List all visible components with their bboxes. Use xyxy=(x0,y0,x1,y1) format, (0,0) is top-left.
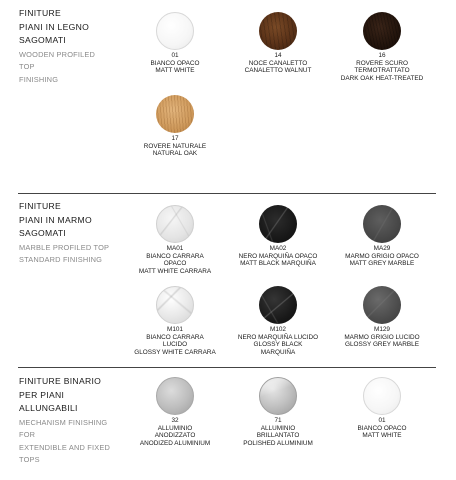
swatch-circle xyxy=(363,205,401,243)
title-it-line: ALLUNGABILI xyxy=(19,403,78,413)
swatch-label-line: BIANCO CARRARA xyxy=(146,252,204,260)
title-it-line: PER PIANI xyxy=(19,389,65,400)
title-it-line: PIANI IN LEGNO xyxy=(19,21,90,32)
title-it-line: FINITURE BINARIO xyxy=(19,376,102,386)
swatch-code: 32 xyxy=(171,417,179,424)
swatch-label-line: CANALETTO WALNUT xyxy=(244,67,312,75)
swatch-circle xyxy=(259,205,297,243)
swatch-circle xyxy=(156,95,194,133)
swatch-circle xyxy=(259,12,297,50)
title-en-line: WOODEN PROFILED xyxy=(19,49,96,59)
swatch-wood-17 xyxy=(113,95,237,158)
swatch-label-line: MATT WHITE CARRARA xyxy=(138,267,212,275)
swatch-label-line: ROVERE NATURALE xyxy=(143,142,207,150)
title-en-line: MECHANISM FINISHING xyxy=(19,417,108,427)
swatch-code: M101 xyxy=(167,326,183,333)
swatch-code: MA01 xyxy=(166,245,184,252)
swatch-label-line: OPACO xyxy=(163,260,187,268)
swatch-label-line: NOCE CANALETTO xyxy=(248,59,308,67)
swatch-marble-m129 xyxy=(320,286,444,349)
swatch-mechanism-01 xyxy=(320,377,444,440)
swatch-circle xyxy=(259,377,297,415)
section-divider xyxy=(18,367,436,368)
swatch-label-line: LUCIDO xyxy=(162,341,188,349)
swatch-wood-16 xyxy=(320,12,444,82)
title-it-line: SAGOMATI xyxy=(19,228,67,238)
swatch-label-line: BRILLANTATO xyxy=(256,432,300,440)
swatch-circle xyxy=(363,12,401,50)
swatch-label-line: ANODIZED ALUMINIUM xyxy=(139,439,211,447)
swatch-label-line: BIANCO CARRARA xyxy=(146,333,204,341)
swatch-code: M129 xyxy=(374,326,390,333)
swatch-code: MA02 xyxy=(269,245,287,252)
swatch-label-line: NATURAL OAK xyxy=(152,150,198,158)
swatch-circle xyxy=(156,377,194,415)
swatch-code: 01 xyxy=(378,417,386,424)
swatch-label-line: GLOSSY GREY MARBLE xyxy=(345,341,419,349)
swatch-circle xyxy=(156,205,194,243)
title-en-line: EXTENDIBLE AND FIXED xyxy=(19,442,111,452)
swatch-label-line: MATT BLACK MARQUIÑA xyxy=(240,260,316,268)
swatch-circle xyxy=(259,286,297,324)
swatch-code: 16 xyxy=(378,52,386,59)
swatch-label-line: GLOSSY BLACK xyxy=(253,341,303,349)
swatch-label-line: ANODIZZATO xyxy=(154,432,196,440)
swatch-marble-ma29 xyxy=(320,205,444,268)
title-en-line: STANDARD FINISHING xyxy=(19,255,103,265)
swatch-label-line: BIANCO OPACO xyxy=(357,424,407,432)
swatch-circle xyxy=(363,377,401,415)
swatch-label-line: MATT GREY MARBLE xyxy=(349,260,415,268)
title-en-line: FINISHING xyxy=(19,74,59,84)
title-it-line: PIANI IN MARMO xyxy=(19,214,92,225)
swatch-label-line: ALLUMINIO xyxy=(157,424,193,432)
swatch-circle xyxy=(156,286,194,324)
swatch-label-line: ROVERE SCURO xyxy=(356,59,408,67)
swatch-circle xyxy=(156,12,194,50)
title-en-line: MARBLE PROFILED TOP xyxy=(19,242,110,252)
title-en-line: TOP xyxy=(19,62,35,72)
title-it-line: FINITURE xyxy=(19,201,62,211)
title-it-line: SAGOMATI xyxy=(19,35,67,45)
swatch-label-line: MARMO GRIGIO LUCIDO xyxy=(344,333,420,341)
swatch-label-line: MARMO GRIGIO OPACO xyxy=(345,252,419,260)
swatch-label-line: MATT WHITE xyxy=(362,432,402,440)
swatch-label-line: NERO MARQUIÑA OPACO xyxy=(238,252,318,260)
section-divider xyxy=(18,193,436,194)
swatch-code: MA29 xyxy=(373,245,391,252)
swatch-label-line: NERO MARQUIÑA LUCIDO xyxy=(237,333,319,341)
swatch-label-line: ALLUMINIO xyxy=(260,424,296,432)
swatch-label-line: DARK OAK HEAT-TREATED xyxy=(340,74,424,82)
swatch-code: 14 xyxy=(274,52,282,59)
swatch-label-line: POLISHED ALUMINIUM xyxy=(243,439,313,447)
swatch-label-line: BIANCO OPACO xyxy=(150,59,200,67)
swatch-code: 01 xyxy=(171,52,179,59)
swatch-code: 17 xyxy=(171,135,179,142)
title-en-line: TOPS xyxy=(19,455,40,465)
swatch-label-line: MARQUIÑA xyxy=(260,348,296,356)
swatch-label-line: GLOSSY WHITE CARRARA xyxy=(134,348,216,356)
swatch-code: M102 xyxy=(270,326,286,333)
swatch-circle xyxy=(363,286,401,324)
swatch-label-line: MATT WHITE xyxy=(155,67,195,75)
title-it-line: FINITURE xyxy=(19,8,62,18)
swatch-code: 71 xyxy=(274,417,282,424)
swatch-label-line: TERMOTRATTATO xyxy=(354,67,410,75)
title-en-line: FOR xyxy=(19,430,36,440)
